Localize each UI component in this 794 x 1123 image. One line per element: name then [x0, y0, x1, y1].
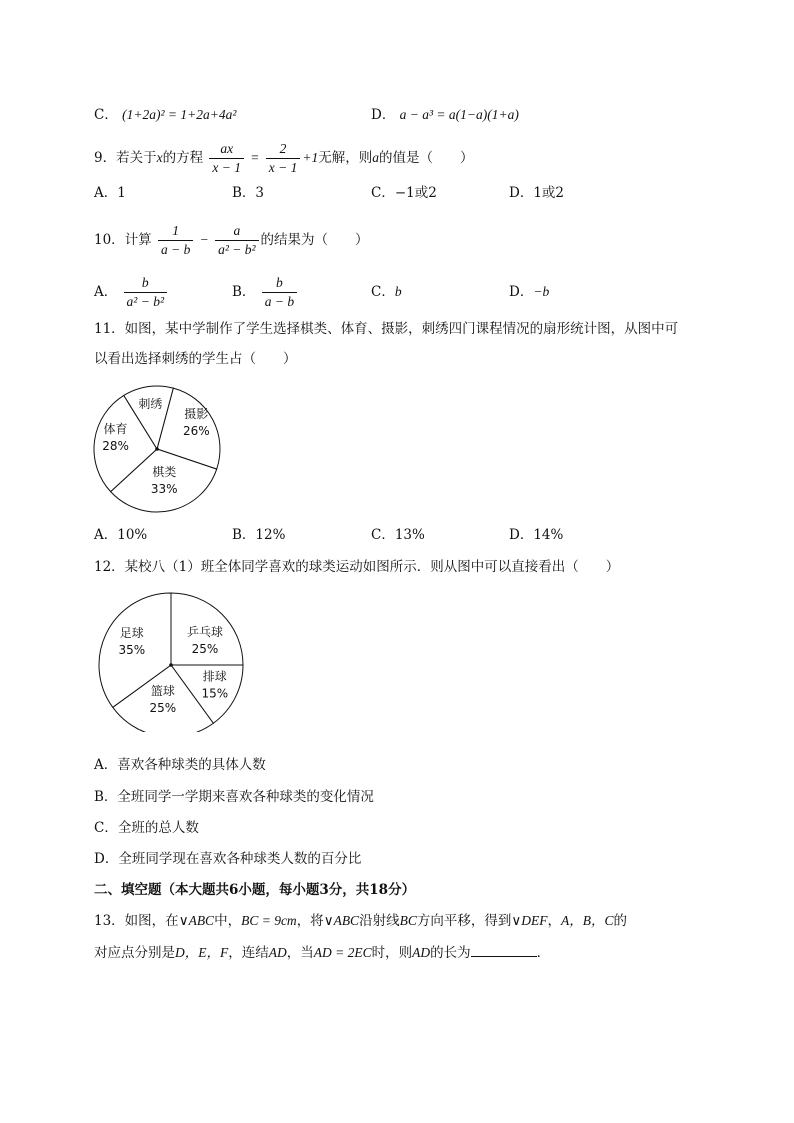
q11-stem-line1: 11．如图，某中学制作了学生选择棋类、体育、摄影，刺绣四门课程情况的扇形统计图，从图中可	[94, 321, 679, 337]
option-label: B．	[232, 185, 256, 201]
option-text: 3	[255, 185, 265, 201]
text: 无解，则	[318, 150, 373, 166]
option-label: C．	[371, 527, 395, 543]
q9-option-b	[232, 181, 264, 205]
pie-slice-label: 35%	[118, 643, 146, 658]
math: AD = 2EC	[313, 945, 372, 960]
option-math: a − a³ = a(1−a)(1+a)	[399, 107, 519, 122]
fraction	[266, 141, 301, 176]
q10-option-a	[94, 272, 169, 312]
fraction	[124, 275, 167, 310]
option-label: B．	[232, 527, 256, 543]
math: D，E，F	[175, 945, 229, 960]
option-label: C．	[371, 185, 395, 201]
q12-pie-chart	[95, 592, 250, 732]
pie-slice-name: 足球	[119, 626, 144, 641]
option-label: B．	[94, 789, 118, 805]
text: 10．计算	[94, 232, 152, 248]
option-label: D．	[509, 527, 534, 543]
q9-stem	[94, 138, 473, 178]
q10-stem	[94, 220, 369, 260]
text: 沿射线	[359, 913, 400, 929]
text: 中，	[214, 913, 242, 929]
option-label: A．	[94, 284, 118, 300]
q10-option-d	[509, 280, 549, 304]
text: 的结果为（ ）	[260, 232, 369, 248]
q10-option-b	[232, 272, 299, 312]
option-text: b	[394, 284, 402, 299]
math-var: a	[372, 150, 379, 165]
q13-stem-line1	[94, 909, 627, 933]
option-text: 1或2	[533, 185, 565, 201]
option-text: 全班的总人数	[117, 820, 199, 836]
text: 时，则	[371, 945, 413, 961]
q11-stem-line2: 以看出选择刺绣的学生占（ ）	[94, 351, 297, 367]
text: 的长为	[430, 945, 471, 961]
denominator: a − b	[160, 242, 191, 257]
option-text: −1或2	[394, 185, 437, 201]
option-text: 喜欢各种球类的具体人数	[117, 757, 266, 773]
math: ∨DEF	[511, 913, 548, 928]
option-label: A．	[94, 527, 118, 543]
option-text: −b	[533, 284, 550, 299]
q9-option-a	[94, 181, 126, 205]
numerator: 1	[158, 223, 193, 241]
text: 对应点分别是	[94, 945, 175, 961]
option-text: 10%	[117, 527, 148, 543]
text: 13．如图，在	[94, 913, 179, 929]
numerator: a	[215, 223, 258, 241]
q11-pie-chart	[90, 383, 230, 518]
option-math: (1+2a)² = 1+2a+4a²	[122, 107, 237, 122]
option-label: C．	[371, 284, 395, 300]
math-op: =	[250, 150, 260, 165]
math: AD	[268, 945, 287, 960]
q12-option-d	[94, 847, 361, 871]
q9-option-d	[509, 181, 564, 205]
option-label: C．	[94, 820, 118, 836]
math: ∨ABC	[178, 913, 215, 928]
fraction	[262, 275, 297, 310]
option-text: 14%	[533, 527, 564, 543]
option-label: C．	[94, 107, 118, 123]
q11-option-c	[371, 523, 425, 547]
denominator: x − 1	[212, 160, 241, 175]
section-heading: 二、填空题（本大题共6小题，每小题3分，共18分）	[94, 882, 416, 898]
option-label: B．	[232, 284, 256, 300]
q13-stem-line2	[94, 941, 550, 965]
option-text: 全班同学现在喜欢各种球类人数的百分比	[118, 851, 362, 867]
pie-slice-label: 28%	[102, 438, 129, 453]
q9-option-c	[371, 181, 437, 205]
pie-center	[169, 663, 173, 667]
option-text: 12%	[255, 527, 286, 543]
q11-option-b	[232, 523, 285, 547]
pie-slice-label: 15%	[201, 686, 229, 701]
math: BC = 9cm	[241, 913, 297, 928]
pie-slice-name: 摄影	[184, 407, 209, 422]
text: 的值是（ ）	[378, 150, 474, 166]
option-label: A．	[94, 185, 118, 201]
pie-slice-label: 25%	[149, 701, 177, 716]
option-text: 13%	[394, 527, 425, 543]
pie-slice-name: 刺绣	[138, 397, 163, 412]
text: ，将	[296, 913, 324, 929]
numerator: b	[262, 275, 297, 293]
math: AD	[412, 945, 431, 960]
pie-slice-name: 排球	[202, 669, 227, 684]
denominator: a − b	[264, 294, 295, 309]
option-text: 全班同学一学期来喜欢各种球类的变化情况	[117, 789, 374, 805]
text: 的	[613, 913, 627, 929]
option-label: A．	[94, 757, 118, 773]
numerator: b	[124, 275, 167, 293]
text: 的方程	[162, 150, 204, 166]
text: 方向平移，得到	[416, 913, 512, 929]
q12-option-c	[94, 816, 199, 840]
math-op: −	[199, 232, 209, 247]
denominator: a² − b²	[218, 242, 256, 257]
text: ．	[536, 945, 551, 961]
pie-slice-name: 乒乓球	[186, 624, 224, 639]
math: BC	[399, 913, 417, 928]
pie-slice-label: 25%	[191, 641, 219, 656]
q8-option-d	[371, 103, 519, 127]
text: ，连结	[228, 945, 269, 961]
option-label: D．	[509, 284, 534, 300]
text: ，	[547, 913, 561, 929]
pie-center	[155, 447, 159, 451]
numerator: ax	[209, 141, 244, 159]
math: ∨ABC	[323, 913, 360, 928]
q12-stem: 12．某校八（1）班全体同学喜欢的球类运动如图所示．则从图中可以直接看出（ ）	[94, 559, 620, 575]
q12-option-b	[94, 785, 374, 809]
text: ，当	[286, 945, 314, 961]
q12-option-a	[94, 753, 266, 777]
math-op: +1	[302, 150, 319, 165]
denominator: x − 1	[268, 160, 298, 175]
option-label: D．	[371, 107, 396, 123]
q11-option-d	[509, 523, 563, 547]
pie-slice-name: 体育	[103, 421, 128, 436]
math: A，B，C	[560, 913, 614, 928]
option-text: 1	[117, 185, 126, 201]
numerator: 2	[266, 141, 301, 159]
answer-blank[interactable]	[471, 942, 537, 957]
pie-slice-name: 棋类	[152, 464, 177, 479]
q10-option-c	[371, 280, 402, 304]
q8-option-c	[94, 103, 236, 127]
fraction	[158, 223, 193, 258]
fraction	[209, 141, 244, 176]
text: 9．若关于	[94, 150, 157, 166]
option-label: D．	[94, 851, 119, 867]
denominator: a² − b²	[126, 294, 165, 309]
q11-option-a	[94, 523, 147, 547]
pie-slice-label: 26%	[182, 424, 210, 439]
pie-slice-name: 篮球	[150, 684, 175, 699]
pie-slice-label: 33%	[150, 481, 178, 496]
fraction	[215, 223, 258, 258]
math-var: x	[156, 150, 163, 165]
option-label: D．	[509, 185, 534, 201]
